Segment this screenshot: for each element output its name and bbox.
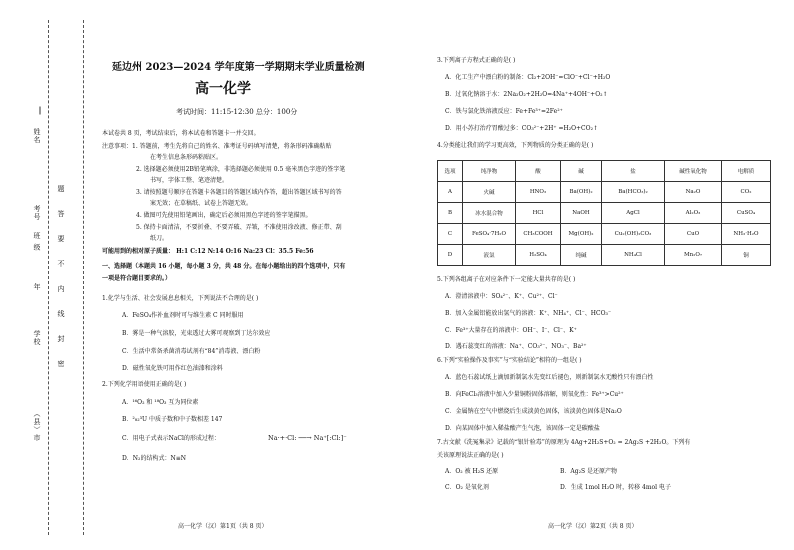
table-header: 盐: [602, 161, 665, 182]
option: B．向FeCl₃溶液中加入少量铜粉固体溶解，则氧化性：Fe³⁺>Cu²⁺: [445, 391, 624, 398]
class-label: 班 级: [33, 232, 41, 252]
table-cell: 冰水混合物: [463, 203, 516, 224]
school-label: 学校: [33, 330, 41, 346]
table-cell: B: [438, 203, 463, 224]
option: D．向某固体中加入稀盐酸产生气泡，该固体一定是碳酸盐: [445, 425, 600, 432]
note-line: 2. 选择题必须使用2B铅笔填涂，非选择题必须使用 0.5 毫米黑色字迹的签字笔: [136, 166, 346, 173]
seal-word: 要: [57, 235, 65, 243]
table-header: 电解质: [722, 161, 771, 182]
option: B．加入金属铝能放出氢气的溶液：K⁺、NH₄⁺、Cl⁻、HCO₃⁻: [445, 310, 612, 317]
name-label: 姓名: [33, 128, 41, 144]
question-2: 2.下列化学用语使用正确的是( ): [102, 381, 187, 388]
option: B．过氧化钠溶于水：2Na₂O₂+2H₂O=4Na⁺+4OH⁻+O₂↑: [445, 91, 608, 98]
option: C．金属钠在空气中燃烧后生成淡黄色固体，该淡黄色固体是Na₂O: [445, 408, 622, 415]
option: D．磁性氧化铁可用作红色油漆和涂料: [122, 365, 223, 372]
table-cell: HNO₃: [516, 182, 561, 203]
section-1-header-cont: 一项是符合题目要求的。）: [102, 275, 172, 282]
table-cell: Cu₂(OH)₂CO₃: [602, 224, 665, 245]
seat-label: 考号: [33, 205, 41, 221]
option: D．生成 1mol H₂O 时，转移 4mol 电子: [560, 484, 671, 491]
section-1-header: 一、选择题（本题共 16 小题，每小题 3 分，共 48 分。在每小题给出的四个选项中，只有: [102, 263, 346, 270]
seal-word: 线: [57, 310, 65, 318]
table-cell: Mg(OH)₂: [561, 224, 602, 245]
option: B．Ag₂S 是还原产物: [560, 468, 618, 475]
table-cell: CuO: [665, 224, 722, 245]
table-row: [438, 203, 771, 224]
table-cell: Mn₂O₇: [665, 245, 722, 266]
table-cell: CuSO₄: [722, 203, 771, 224]
exam-time: 考试时间：11:15-12:30 总分：100分: [176, 108, 298, 116]
binding-line-inner: [83, 20, 84, 535]
option: C．Fe³⁺大量存在的溶液中：OH⁻、I⁻、Cl⁻、K⁺: [445, 327, 577, 334]
table-header-row: [438, 161, 771, 182]
option: D．遇石蕊变红的溶液：Na⁺、CO₃²⁻、NO₃⁻、Ba²⁺: [445, 343, 587, 350]
note-line: 3. 请按照题号顺序在答题卡各题目的答题区域内作答，超出答题区域书写的答: [136, 189, 342, 196]
city-label: （县）市: [33, 410, 41, 442]
question-6: 6.下列“实验操作及事实”与“实验结论”相符的一组是( ): [437, 357, 582, 364]
exam-title: 延边州 2023—2024 学年度第一学期期末学业质量检测: [112, 62, 365, 73]
table-row: [438, 224, 771, 245]
grade-label: 年: [33, 283, 41, 291]
table-header: 酸: [516, 161, 561, 182]
table-cell: NaOH: [561, 203, 602, 224]
table-cell: D: [438, 245, 463, 266]
table-cell: 液氯: [463, 245, 516, 266]
page-footer: 高一化学（汉）第1页（共 8 页）: [178, 523, 268, 530]
table-row: [438, 245, 771, 266]
note-line: 在考生信息条形码粘贴区。: [150, 154, 223, 161]
atomic-masses: 可能用到的相对原子质量： H:1 C:12 N:14 O:16 Na:23 Cl：35.5 Fe:56: [102, 248, 314, 255]
table-cell: Na₂O: [665, 182, 722, 203]
note-line: 注意事项：1. 答题前，考生先将自己的姓名、准考证号码填写清楚，将条形码准确粘贴: [102, 143, 332, 150]
question-3: 3.下列离子方程式正确的是( ): [437, 57, 516, 64]
table-cell: 纯碱: [561, 245, 602, 266]
note-line: 纸刀。: [150, 235, 169, 242]
table-cell: Ba(HCO₃)₂: [602, 182, 665, 203]
question-5: 5.下列各组离子在对应条件下一定能大量共存的是( ): [437, 276, 576, 283]
table-cell: 火碱: [463, 182, 516, 203]
table-cell: FeSO₄·7H₂O: [463, 224, 516, 245]
table-cell: A: [438, 182, 463, 203]
option: D．用小苏打治疗胃酸过多：CO₃²⁻+2H⁺ =H₂O+CO₂↑: [445, 125, 599, 132]
note-line: 4. 做图可先使用铅笔画出，确定后必须用黑色字迹的签字笔描黑。: [136, 212, 312, 219]
table-cell: 铜: [722, 245, 771, 266]
option: A．FeSO₄作补血剂时可与维生素 C 同时服用: [122, 312, 244, 319]
option: C．用电子式表示NaCl的形成过程：: [122, 435, 220, 442]
table-header: 碱性氧化物: [665, 161, 722, 182]
table-cell: H₂SO₄: [516, 245, 561, 266]
table-cell: NH₄Cl: [602, 245, 665, 266]
name-underline: [40, 107, 41, 115]
table-cell: NH₃·H₂O: [722, 224, 771, 245]
table-cell: C: [438, 224, 463, 245]
option: B．²₈₂³U 中质子数和中子数相差 147: [122, 416, 223, 423]
option: A．O₂ 被 H₂S 还原: [445, 468, 499, 475]
table-header: 选项: [438, 161, 463, 182]
question-7-cont: 关该原理说法正确的是( ): [437, 452, 504, 459]
binding-line-outer: [48, 20, 49, 535]
option: A．蓝色石蕊试纸上滴加新制氯水先变红后褪色，则新制氯水无酸性只有漂白性: [445, 374, 654, 381]
intro-text: 本试卷共 8 页，考试结束后，将本试卷和答题卡一并交回。: [102, 130, 260, 137]
subject-title: 高一化学: [195, 81, 251, 97]
table-cell: Ba(OH)₂: [561, 182, 602, 203]
option: D．N₂的结构式：N≡N: [122, 455, 186, 462]
question-1: 1.化学与生活、社会发展息息相关，下列说法不合理的是( ): [102, 295, 259, 302]
option: C．O₂ 是氧化剂: [445, 484, 489, 491]
note-line: 案无效；在草稿纸、试卷上答题无效。: [150, 200, 253, 207]
seal-word: 内: [57, 285, 65, 293]
table-header: 纯净物: [463, 161, 516, 182]
table-cell: CH₃COOH: [516, 224, 561, 245]
note-line: 书写，字体工整、笔迹清楚。: [150, 177, 229, 184]
table-cell: AgCl: [602, 203, 665, 224]
option: A．¹⁶O₂ 和 ¹⁸O₃ 互为同位素: [122, 399, 199, 406]
option: C．生活中常备杀菌消毒试剂有“84”消毒液、漂白粉: [122, 348, 261, 355]
question-4: 4.分类能让我们的学习更高效，下列物质的分类正确的是( ): [437, 142, 594, 149]
note-line: 5. 保持卡面清洁，不要折叠、不要弄破、弄皱，不准使用涂改液、修正带、刮: [136, 224, 342, 231]
table-cell: CO₂: [722, 182, 771, 203]
option: A．澄清溶液中：SO₄²⁻、K⁺、Cu²⁺、Cl⁻: [445, 293, 558, 300]
seal-word: 不: [57, 260, 65, 268]
classification-table: [437, 160, 771, 266]
option: A．化工生产中漂白粉的制备：Cl₂+2OH⁻=ClO⁻+Cl⁻+H₂O: [445, 74, 611, 81]
table-header: 碱: [561, 161, 602, 182]
table-cell: Al₂O₃: [665, 203, 722, 224]
option: B．雾是一种气溶胶，光束透过大雾可观察到丁达尔效应: [122, 330, 271, 337]
seal-word: 答: [57, 210, 65, 218]
electron-formula: Na·+·Cl: ──→ Na⁺[:Cl:]⁻: [268, 434, 347, 442]
table-row: [438, 182, 771, 203]
seal-word: 密: [57, 360, 65, 368]
page-footer: 高一化学（汉）第2页（共 8 页）: [548, 523, 638, 530]
question-7: 7.古文献《洗冤集录》记载的“银针验毒”的原理为 4Ag+2H₂S+O₂ = 2Ag₂S +2H₂O。下列有: [437, 439, 691, 446]
seal-word: 题: [57, 185, 65, 193]
table-cell: HCl: [516, 203, 561, 224]
option: C．铁与氯化铁溶液反应：Fe+Fe³⁺=2Fe²⁺: [445, 108, 563, 115]
seal-word: 封: [57, 335, 65, 343]
